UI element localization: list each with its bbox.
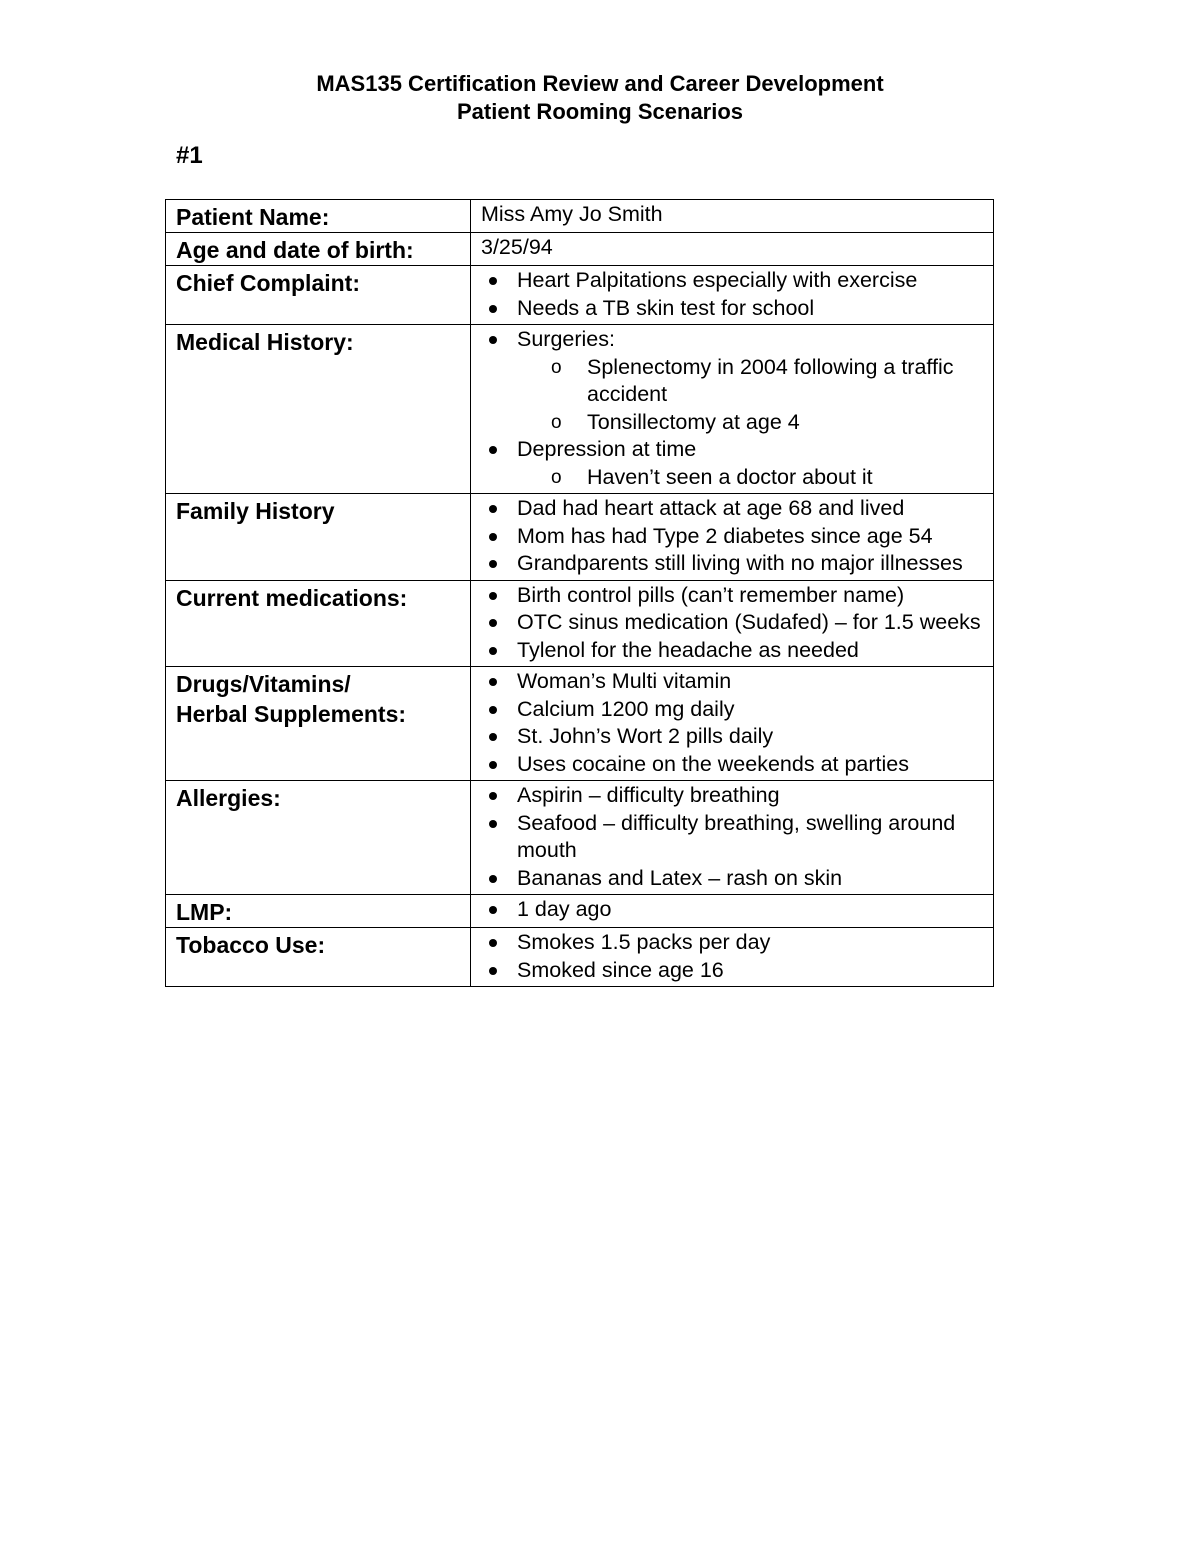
row-label-line: Drugs/Vitamins/ bbox=[176, 671, 351, 697]
list-item bbox=[481, 865, 993, 893]
list-item-text: 1 day ago bbox=[517, 897, 612, 921]
list-item-text: Mom has had Type 2 diabetes since age 54 bbox=[517, 523, 933, 548]
list-item-text: Heart Palpitations especially with exercise bbox=[517, 268, 918, 292]
hollow-circle-bullet-icon: o bbox=[551, 356, 562, 378]
bullet-icon bbox=[489, 761, 497, 769]
table-row-tobacco-use bbox=[166, 928, 994, 987]
list-item bbox=[481, 896, 993, 924]
table-row-allergies bbox=[166, 781, 994, 895]
sub-bullet-list bbox=[481, 464, 993, 492]
list-item bbox=[481, 582, 993, 610]
sub-list-item bbox=[551, 354, 993, 409]
row-label-line: Herbal Supplements: bbox=[176, 701, 407, 727]
list-item bbox=[481, 782, 993, 810]
list-item-text: Tylenol for the headache as needed bbox=[517, 637, 859, 662]
bullet-list bbox=[481, 495, 993, 578]
row-label bbox=[166, 667, 471, 781]
list-item bbox=[481, 957, 993, 985]
list-item bbox=[481, 267, 993, 295]
row-label: LMP: bbox=[166, 895, 471, 928]
hollow-circle-bullet-icon: o bbox=[551, 411, 562, 433]
row-value bbox=[471, 928, 994, 987]
table-row-drugs-vitamins bbox=[166, 667, 994, 781]
list-item bbox=[481, 523, 993, 551]
list-item-text: Surgeries: bbox=[517, 327, 615, 351]
table-row-age-dob bbox=[166, 233, 994, 266]
sub-list-item-text: Tonsillectomy at age 4 bbox=[587, 409, 800, 434]
table-row-current-medications bbox=[166, 580, 994, 667]
bullet-icon bbox=[489, 875, 497, 883]
bullet-icon bbox=[489, 939, 497, 947]
bullet-list bbox=[481, 582, 993, 665]
list-item bbox=[481, 326, 993, 354]
list-item bbox=[481, 810, 993, 865]
document-subtitle: Patient Rooming Scenarios bbox=[456, 99, 744, 124]
sub-list-item bbox=[551, 464, 993, 492]
list-item-text: OTC sinus medication (Sudafed) – for 1.5 weeks bbox=[517, 610, 981, 634]
row-label: Family History bbox=[166, 494, 471, 581]
row-label: Current medications: bbox=[166, 580, 471, 667]
row-value: 3/25/94 bbox=[471, 233, 994, 266]
bullet-icon bbox=[489, 967, 497, 975]
scenario-number: #1 bbox=[176, 142, 203, 169]
row-value bbox=[471, 266, 994, 325]
list-item-text: Grandparents still living with no major illnesses bbox=[517, 551, 963, 575]
list-item-text: Dad had heart attack at age 68 and lived bbox=[517, 496, 905, 520]
list-item-text: Depression at time bbox=[517, 437, 697, 461]
row-label: Patient Name: bbox=[166, 200, 471, 233]
document-title: MAS135 Certification Review and Career Development bbox=[316, 71, 884, 96]
row-value bbox=[471, 325, 994, 494]
list-item-text: Smokes 1.5 packs per day bbox=[517, 930, 771, 954]
list-item-text: Bananas and Latex – rash on skin bbox=[517, 865, 843, 890]
bullet-icon bbox=[489, 305, 497, 313]
bullet-list bbox=[481, 326, 993, 354]
bullet-icon bbox=[489, 792, 497, 800]
list-item-text: Smoked since age 16 bbox=[517, 957, 724, 982]
bullet-icon bbox=[489, 446, 497, 454]
list-item bbox=[481, 609, 993, 637]
row-value bbox=[471, 781, 994, 895]
row-value bbox=[471, 494, 994, 581]
patient-record-table bbox=[165, 199, 994, 987]
sub-list-item-text: Haven’t seen a doctor about it bbox=[587, 464, 873, 489]
row-label: Tobacco Use: bbox=[166, 928, 471, 987]
list-item-text: St. John’s Wort 2 pills daily bbox=[517, 724, 774, 748]
row-value bbox=[471, 667, 994, 781]
bullet-icon bbox=[489, 706, 497, 714]
bullet-icon bbox=[489, 277, 497, 285]
list-item-text: Woman’s Multi vitamin bbox=[517, 669, 732, 693]
table-row-chief-complaint bbox=[166, 266, 994, 325]
bullet-icon bbox=[489, 820, 497, 828]
bullet-list bbox=[481, 782, 993, 892]
row-label: Chief Complaint: bbox=[166, 266, 471, 325]
bullet-icon bbox=[489, 906, 497, 914]
bullet-icon bbox=[489, 560, 497, 568]
sub-list-item bbox=[551, 409, 993, 437]
list-item bbox=[481, 668, 993, 696]
list-item-text: Uses cocaine on the weekends at parties bbox=[517, 751, 910, 776]
list-item-text: Seafood – difficulty breathing, swelling around mouth bbox=[517, 810, 956, 862]
bullet-list bbox=[481, 436, 993, 464]
bullet-icon bbox=[489, 533, 497, 541]
bullet-icon bbox=[489, 592, 497, 600]
list-item bbox=[481, 436, 993, 464]
bullet-list bbox=[481, 668, 993, 778]
row-label: Medical History: bbox=[166, 325, 471, 494]
list-item bbox=[481, 723, 993, 751]
table-row-lmp bbox=[166, 895, 994, 928]
row-value: Miss Amy Jo Smith bbox=[471, 200, 994, 233]
row-value bbox=[471, 895, 994, 928]
document-header bbox=[0, 70, 1200, 126]
bullet-icon bbox=[489, 619, 497, 627]
table-row-family-history bbox=[166, 494, 994, 581]
bullet-list bbox=[481, 267, 993, 322]
bullet-icon bbox=[489, 336, 497, 344]
bullet-list bbox=[481, 896, 993, 924]
list-item-text: Birth control pills (can’t remember name) bbox=[517, 582, 905, 607]
list-item bbox=[481, 696, 993, 724]
sub-bullet-list bbox=[481, 354, 993, 437]
list-item-text: Needs a TB skin test for school bbox=[517, 295, 815, 320]
list-item bbox=[481, 751, 993, 779]
list-item-text: Calcium 1200 mg daily bbox=[517, 696, 735, 721]
bullet-icon bbox=[489, 505, 497, 513]
hollow-circle-bullet-icon: o bbox=[551, 466, 562, 488]
row-label: Age and date of birth: bbox=[166, 233, 471, 266]
row-label: Allergies: bbox=[166, 781, 471, 895]
bullet-icon bbox=[489, 647, 497, 655]
row-value bbox=[471, 580, 994, 667]
list-item bbox=[481, 495, 993, 523]
bullet-icon bbox=[489, 678, 497, 686]
list-item bbox=[481, 550, 993, 578]
list-item-text: Aspirin – difficulty breathing bbox=[517, 783, 780, 807]
table-row-medical-history bbox=[166, 325, 994, 494]
bullet-list bbox=[481, 929, 993, 984]
table-row-patient-name bbox=[166, 200, 994, 233]
list-item bbox=[481, 929, 993, 957]
bullet-icon bbox=[489, 733, 497, 741]
list-item bbox=[481, 295, 993, 323]
sub-list-item-text: Splenectomy in 2004 following a traffic accident bbox=[587, 354, 954, 406]
list-item bbox=[481, 637, 993, 665]
